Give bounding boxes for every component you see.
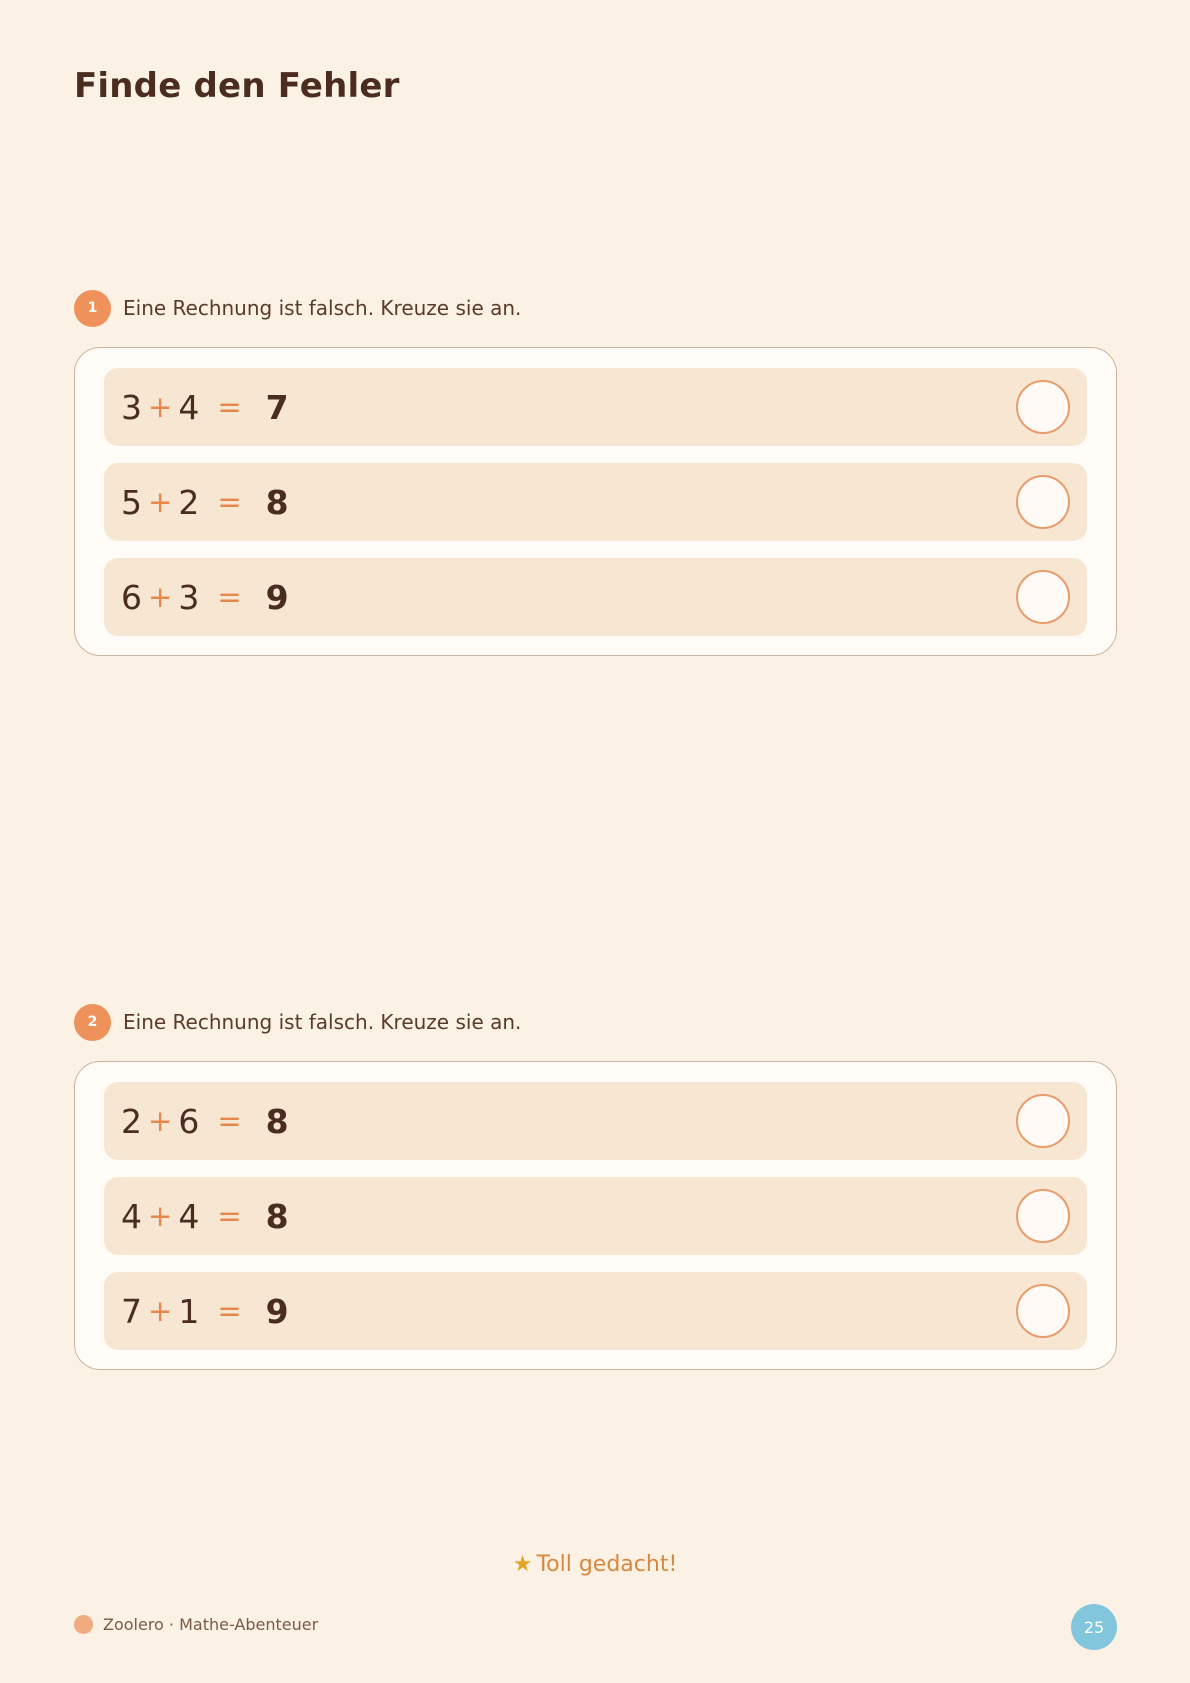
result: 8 bbox=[265, 1101, 289, 1141]
star-icon: ★ bbox=[512, 1552, 533, 1577]
operand-a: 6 bbox=[121, 577, 142, 617]
operand-a: 5 bbox=[121, 482, 142, 522]
equation-card bbox=[74, 1061, 1117, 1370]
task-instruction: Eine Rechnung ist falsch. Kreuze sie an. bbox=[123, 296, 522, 320]
task-header bbox=[74, 1003, 1117, 1041]
operand-b: 3 bbox=[178, 577, 200, 617]
praise-text: Toll gedacht! bbox=[536, 1552, 678, 1577]
operand-a: 2 bbox=[121, 1101, 142, 1141]
answer-checkbox[interactable] bbox=[1016, 570, 1070, 624]
task-instruction: Eine Rechnung ist falsch. Kreuze sie an. bbox=[123, 1010, 522, 1034]
operand-a: 7 bbox=[121, 1291, 142, 1331]
praise-message bbox=[0, 1552, 1190, 1577]
equals-sign: = bbox=[217, 1199, 242, 1233]
plus-sign: + bbox=[148, 390, 173, 424]
equals-sign: = bbox=[217, 1104, 242, 1138]
plus-sign: + bbox=[148, 580, 173, 614]
answer-checkbox[interactable] bbox=[1016, 1189, 1070, 1243]
operand-a: 3 bbox=[121, 387, 142, 427]
equation-row bbox=[104, 1177, 1087, 1255]
plus-sign: + bbox=[148, 1104, 173, 1138]
answer-checkbox[interactable] bbox=[1016, 1094, 1070, 1148]
result: 7 bbox=[265, 387, 289, 427]
page-title: Finde den Fehler bbox=[74, 66, 400, 106]
equation-row bbox=[104, 558, 1087, 636]
answer-checkbox[interactable] bbox=[1016, 475, 1070, 529]
plus-sign: + bbox=[148, 1294, 173, 1328]
brand-dot-icon bbox=[74, 1615, 93, 1634]
plus-sign: + bbox=[148, 485, 173, 519]
operand-a: 4 bbox=[121, 1196, 142, 1236]
task-2 bbox=[74, 1003, 1117, 1370]
result: 9 bbox=[265, 1291, 289, 1331]
equals-sign: = bbox=[217, 580, 242, 614]
task-number-badge: 2 bbox=[74, 1004, 111, 1041]
page-number-badge: 25 bbox=[1071, 1604, 1117, 1650]
operand-b: 6 bbox=[178, 1101, 200, 1141]
footer-brand bbox=[74, 1615, 318, 1634]
equation-row bbox=[104, 368, 1087, 446]
task-header bbox=[74, 289, 1117, 327]
result: 9 bbox=[265, 577, 289, 617]
task-number-badge: 1 bbox=[74, 290, 111, 327]
operand-b: 4 bbox=[178, 1196, 200, 1236]
equation-row bbox=[104, 1082, 1087, 1160]
answer-checkbox[interactable] bbox=[1016, 1284, 1070, 1338]
equals-sign: = bbox=[217, 485, 242, 519]
operand-b: 2 bbox=[178, 482, 200, 522]
equation-row bbox=[104, 1272, 1087, 1350]
equals-sign: = bbox=[217, 390, 242, 424]
result: 8 bbox=[265, 1196, 289, 1236]
equation-row bbox=[104, 463, 1087, 541]
operand-b: 4 bbox=[178, 387, 200, 427]
answer-checkbox[interactable] bbox=[1016, 380, 1070, 434]
equals-sign: = bbox=[217, 1294, 242, 1328]
operand-b: 1 bbox=[178, 1291, 200, 1331]
brand-text: Zoolero · Mathe-Abenteuer bbox=[103, 1615, 319, 1634]
plus-sign: + bbox=[148, 1199, 173, 1233]
task-1 bbox=[74, 289, 1117, 656]
equation-card bbox=[74, 347, 1117, 656]
result: 8 bbox=[265, 482, 289, 522]
